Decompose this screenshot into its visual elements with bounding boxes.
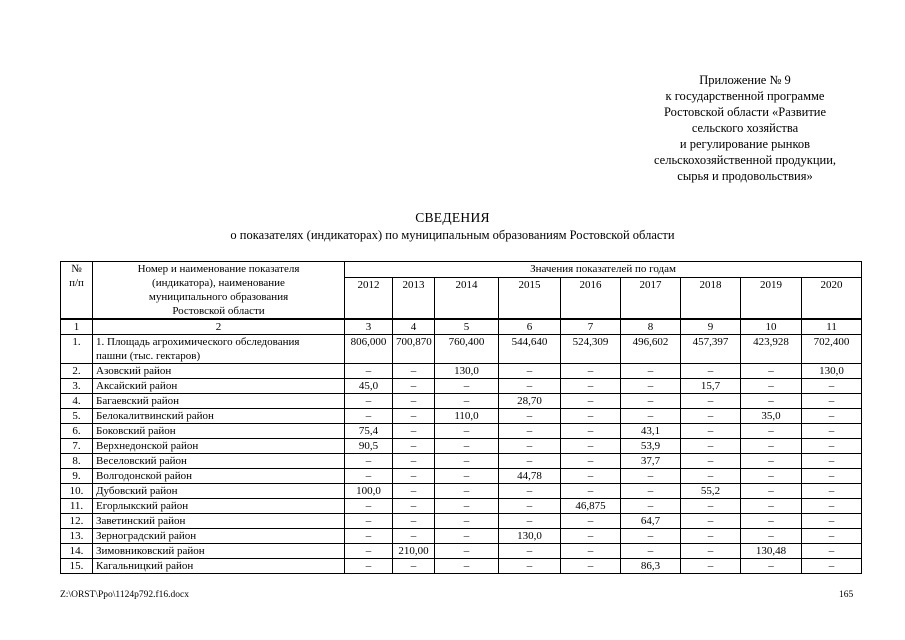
- value-cell: –: [681, 499, 741, 514]
- value-cell: –: [393, 424, 435, 439]
- value-cell: –: [435, 514, 499, 529]
- value-cell: –: [435, 439, 499, 454]
- value-cell: –: [621, 544, 681, 559]
- value-cell: –: [741, 424, 802, 439]
- value-cell: –: [561, 529, 621, 544]
- row-num: 10.: [61, 484, 93, 499]
- value-cell: –: [345, 514, 393, 529]
- value-cell: 806,000: [345, 335, 393, 364]
- value-cell: –: [499, 364, 561, 379]
- value-cell: –: [561, 484, 621, 499]
- column-index-row: [61, 319, 862, 335]
- value-cell: –: [802, 454, 862, 469]
- column-index: 11: [802, 319, 862, 335]
- value-cell: –: [561, 514, 621, 529]
- column-index: 7: [561, 319, 621, 335]
- column-index: 9: [681, 319, 741, 335]
- value-cell: –: [561, 364, 621, 379]
- value-cell: –: [499, 559, 561, 574]
- district-name: Дубовский район: [93, 484, 345, 499]
- value-cell: –: [621, 379, 681, 394]
- header-values-title: Значения показателей по годам: [345, 262, 862, 278]
- value-cell: 130,48: [741, 544, 802, 559]
- row-num: 4.: [61, 394, 93, 409]
- value-cell: 28,70: [499, 394, 561, 409]
- table-row: [61, 409, 862, 424]
- table-row: [61, 544, 862, 559]
- value-cell: 496,602: [621, 335, 681, 364]
- value-cell: –: [561, 454, 621, 469]
- column-index: 10: [741, 319, 802, 335]
- value-cell: –: [499, 409, 561, 424]
- value-cell: –: [681, 364, 741, 379]
- district-name: Кагальницкий район: [93, 559, 345, 574]
- row-num: 11.: [61, 499, 93, 514]
- header-num-line: №: [71, 263, 82, 275]
- row-num: 13.: [61, 529, 93, 544]
- value-cell: 43,1: [621, 424, 681, 439]
- district-name: Егорлыкский район: [93, 499, 345, 514]
- value-cell: 90,5: [345, 439, 393, 454]
- value-cell: –: [561, 544, 621, 559]
- value-cell: –: [499, 484, 561, 499]
- value-cell: –: [741, 499, 802, 514]
- row-num: 8.: [61, 454, 93, 469]
- value-cell: –: [741, 514, 802, 529]
- header-num-cell: [61, 262, 93, 320]
- value-cell: –: [345, 409, 393, 424]
- row-num: 15.: [61, 559, 93, 574]
- value-cell: 44,78: [499, 469, 561, 484]
- footer-file-path: Z:\ORST\Ppo\1124p792.f16.docx: [60, 590, 189, 600]
- value-cell: –: [345, 394, 393, 409]
- value-cell: 15,7: [681, 379, 741, 394]
- row-num: 3.: [61, 379, 93, 394]
- value-cell: –: [802, 379, 862, 394]
- value-cell: –: [741, 364, 802, 379]
- value-cell: –: [561, 379, 621, 394]
- table-row: [61, 424, 862, 439]
- table-row: [61, 394, 862, 409]
- year-header: 2020: [802, 277, 862, 319]
- table-row: [61, 454, 862, 469]
- indicator-row: [61, 335, 862, 364]
- header-name-line: Номер и наименование показателя: [137, 263, 300, 275]
- value-cell: –: [681, 559, 741, 574]
- value-cell: –: [802, 559, 862, 574]
- value-cell: –: [393, 529, 435, 544]
- header-name-line: муниципального образования: [148, 291, 289, 303]
- value-cell: –: [435, 454, 499, 469]
- value-cell: –: [681, 394, 741, 409]
- row-num: 7.: [61, 439, 93, 454]
- value-cell: –: [802, 514, 862, 529]
- value-cell: –: [393, 499, 435, 514]
- row-num: 2.: [61, 364, 93, 379]
- row-num: 1.: [61, 335, 93, 364]
- value-cell: –: [741, 439, 802, 454]
- value-cell: –: [435, 379, 499, 394]
- value-cell: 64,7: [621, 514, 681, 529]
- appendix-line: Ростовской области «Развитие: [663, 105, 827, 119]
- column-index: 1: [61, 319, 93, 335]
- value-cell: –: [741, 559, 802, 574]
- value-cell: –: [621, 529, 681, 544]
- column-index: 3: [345, 319, 393, 335]
- value-cell: 544,640: [499, 335, 561, 364]
- value-cell: –: [681, 514, 741, 529]
- value-cell: –: [621, 469, 681, 484]
- value-cell: –: [561, 469, 621, 484]
- value-cell: –: [393, 364, 435, 379]
- value-cell: 524,309: [561, 335, 621, 364]
- appendix-header: [600, 72, 890, 184]
- value-cell: –: [561, 394, 621, 409]
- district-name: Боковский район: [93, 424, 345, 439]
- value-cell: –: [435, 499, 499, 514]
- year-header: 2018: [681, 277, 741, 319]
- header-row: [61, 262, 862, 278]
- value-cell: 702,400: [802, 335, 862, 364]
- indicator-name: [93, 335, 345, 364]
- value-cell: –: [741, 484, 802, 499]
- value-cell: –: [345, 469, 393, 484]
- value-cell: –: [741, 529, 802, 544]
- value-cell: –: [681, 439, 741, 454]
- year-header: 2019: [741, 277, 802, 319]
- value-cell: –: [561, 409, 621, 424]
- value-cell: –: [802, 529, 862, 544]
- value-cell: –: [802, 409, 862, 424]
- value-cell: 457,397: [681, 335, 741, 364]
- table-row: [61, 499, 862, 514]
- value-cell: –: [393, 379, 435, 394]
- column-index: 5: [435, 319, 499, 335]
- indicator-name-line: 1. Площадь агрохимического обследования: [96, 336, 300, 348]
- value-cell: –: [345, 364, 393, 379]
- value-cell: –: [499, 424, 561, 439]
- appendix-line: Приложение № 9: [699, 73, 791, 87]
- indicators-table: [60, 261, 862, 574]
- row-num: 6.: [61, 424, 93, 439]
- district-name: Веселовский район: [93, 454, 345, 469]
- value-cell: –: [802, 469, 862, 484]
- value-cell: 75,4: [345, 424, 393, 439]
- value-cell: 130,0: [499, 529, 561, 544]
- header-num-line: п/п: [69, 277, 84, 289]
- value-cell: –: [435, 469, 499, 484]
- value-cell: –: [499, 499, 561, 514]
- appendix-line: к государственной программе: [665, 89, 825, 103]
- value-cell: –: [345, 454, 393, 469]
- value-cell: –: [802, 439, 862, 454]
- value-cell: 37,7: [621, 454, 681, 469]
- value-cell: 700,870: [393, 335, 435, 364]
- value-cell: –: [499, 439, 561, 454]
- value-cell: –: [435, 394, 499, 409]
- value-cell: –: [499, 454, 561, 469]
- value-cell: 210,00: [393, 544, 435, 559]
- table-row: [61, 379, 862, 394]
- value-cell: 423,928: [741, 335, 802, 364]
- value-cell: –: [681, 529, 741, 544]
- value-cell: –: [621, 364, 681, 379]
- value-cell: –: [393, 394, 435, 409]
- year-header: 2012: [345, 277, 393, 319]
- value-cell: 130,0: [802, 364, 862, 379]
- value-cell: –: [393, 439, 435, 454]
- year-header: 2013: [393, 277, 435, 319]
- value-cell: –: [499, 514, 561, 529]
- column-index: 2: [93, 319, 345, 335]
- row-num: 12.: [61, 514, 93, 529]
- value-cell: –: [435, 529, 499, 544]
- value-cell: –: [802, 499, 862, 514]
- value-cell: –: [681, 454, 741, 469]
- value-cell: –: [802, 484, 862, 499]
- value-cell: –: [681, 409, 741, 424]
- district-name: Волгодонской район: [93, 469, 345, 484]
- appendix-line: сырья и продовольствия»: [677, 169, 813, 183]
- year-header: 2015: [499, 277, 561, 319]
- value-cell: –: [561, 439, 621, 454]
- value-cell: –: [393, 484, 435, 499]
- value-cell: 46,875: [561, 499, 621, 514]
- district-name: Белокалитвинский район: [93, 409, 345, 424]
- document-title: СВЕДЕНИЯ: [415, 210, 490, 225]
- value-cell: –: [681, 469, 741, 484]
- value-cell: –: [741, 379, 802, 394]
- value-cell: –: [802, 424, 862, 439]
- value-cell: –: [393, 409, 435, 424]
- indicator-name-line: пашни (тыс. гектаров): [96, 350, 201, 362]
- header-name-cell: [93, 262, 345, 320]
- value-cell: –: [741, 394, 802, 409]
- year-header: 2016: [561, 277, 621, 319]
- row-num: 5.: [61, 409, 93, 424]
- appendix-line: сельскохозяйственной продукции,: [653, 153, 837, 167]
- table-row: [61, 484, 862, 499]
- column-index: 8: [621, 319, 681, 335]
- value-cell: –: [393, 454, 435, 469]
- table-row: [61, 439, 862, 454]
- value-cell: –: [435, 484, 499, 499]
- district-name: Зимовниковский район: [93, 544, 345, 559]
- header-name-line: (индикатора), наименование: [152, 277, 285, 289]
- value-cell: –: [345, 499, 393, 514]
- district-name: Азовский район: [93, 364, 345, 379]
- district-name: Аксайский район: [93, 379, 345, 394]
- value-cell: –: [621, 484, 681, 499]
- district-name: Заветинский район: [93, 514, 345, 529]
- value-cell: –: [802, 394, 862, 409]
- value-cell: –: [435, 559, 499, 574]
- value-cell: –: [393, 514, 435, 529]
- footer-page-number: 165: [839, 590, 854, 600]
- value-cell: 130,0: [435, 364, 499, 379]
- value-cell: –: [741, 469, 802, 484]
- column-index: 6: [499, 319, 561, 335]
- value-cell: 35,0: [741, 409, 802, 424]
- column-index: 4: [393, 319, 435, 335]
- table-row: [61, 514, 862, 529]
- value-cell: –: [681, 544, 741, 559]
- value-cell: –: [499, 379, 561, 394]
- district-name: Зерноградский район: [93, 529, 345, 544]
- value-cell: –: [621, 394, 681, 409]
- value-cell: –: [741, 454, 802, 469]
- value-cell: –: [681, 424, 741, 439]
- value-cell: 110,0: [435, 409, 499, 424]
- year-header: 2017: [621, 277, 681, 319]
- value-cell: –: [499, 544, 561, 559]
- table-row: [61, 469, 862, 484]
- value-cell: 760,400: [435, 335, 499, 364]
- value-cell: –: [345, 559, 393, 574]
- header-name-line: Ростовской области: [172, 305, 265, 317]
- value-cell: –: [435, 544, 499, 559]
- district-name: Багаевский район: [93, 394, 345, 409]
- value-cell: –: [621, 499, 681, 514]
- table-row: [61, 529, 862, 544]
- value-cell: –: [393, 559, 435, 574]
- table-row: [61, 559, 862, 574]
- value-cell: –: [345, 529, 393, 544]
- appendix-line: сельского хозяйства: [691, 121, 799, 135]
- row-num: 9.: [61, 469, 93, 484]
- value-cell: 45,0: [345, 379, 393, 394]
- value-cell: –: [345, 544, 393, 559]
- value-cell: –: [393, 469, 435, 484]
- row-num: 14.: [61, 544, 93, 559]
- document-subtitle: о показателях (индикаторах) по муниципальным образованиям Ростовской области: [230, 228, 675, 242]
- appendix-line: и регулирование рынков: [679, 137, 811, 151]
- value-cell: 100,0: [345, 484, 393, 499]
- value-cell: –: [621, 409, 681, 424]
- value-cell: 55,2: [681, 484, 741, 499]
- value-cell: –: [561, 559, 621, 574]
- value-cell: 53,9: [621, 439, 681, 454]
- value-cell: 86,3: [621, 559, 681, 574]
- year-header: 2014: [435, 277, 499, 319]
- value-cell: –: [802, 544, 862, 559]
- district-name: Верхнедонской район: [93, 439, 345, 454]
- value-cell: –: [435, 424, 499, 439]
- value-cell: –: [561, 424, 621, 439]
- table-row: [61, 364, 862, 379]
